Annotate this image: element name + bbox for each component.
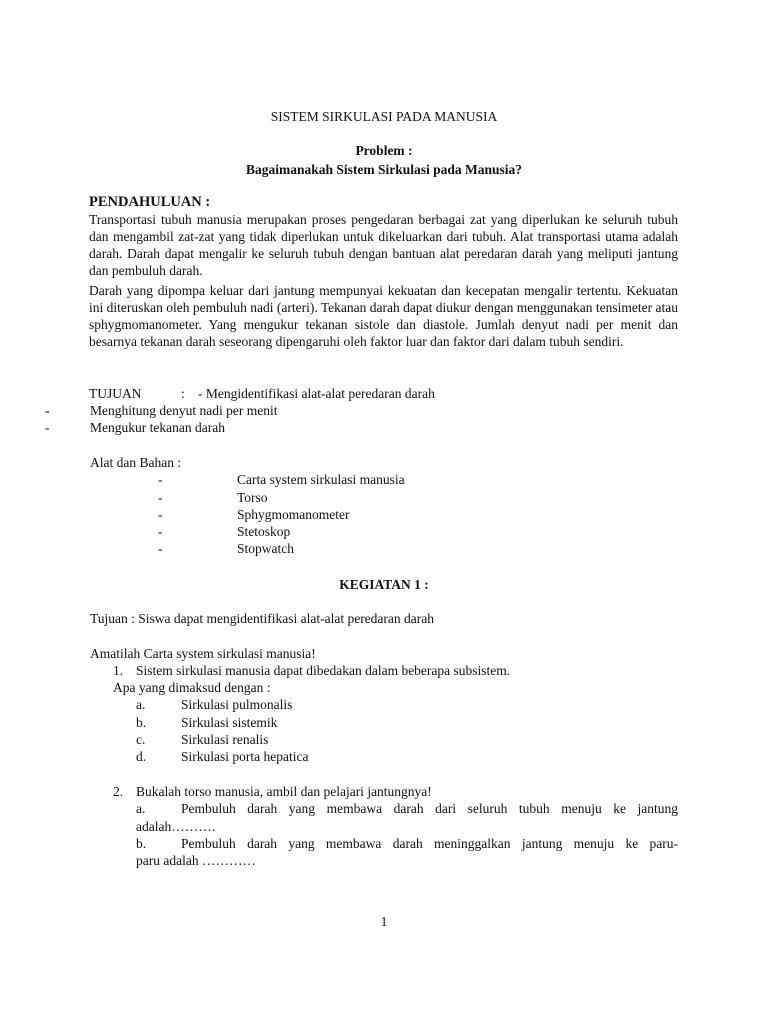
question-2a-letter: a. [136, 801, 146, 816]
question-2-number: 2. [113, 784, 124, 799]
option-letter: d. [136, 749, 147, 764]
tujuan-item: Menghitung denyut nadi per menit [90, 403, 278, 418]
option-letter: a. [136, 697, 146, 712]
question-2b-line-1: Pembuluh darah yang membawa darah meninggalkan jantung menuju ke paru- [181, 836, 678, 851]
option-letter: c. [136, 732, 146, 747]
page-number: 1 [380, 914, 388, 929]
question-1-sub: Apa yang dimaksud dengan : [113, 680, 271, 695]
alat-label: Alat dan Bahan : [90, 455, 182, 470]
intro-paragraph-1: Transportasi tubuh manusia merupakan proses pengedaran berbagai zat yang diperlukan ke seluruh tubuh dan mengambil zat-zat yang tidak diperlukan untuk dikeluarkan dari tubuh. Alat transportasi utama adalah darah. Darah dapat mengalir ke seluruh tubuh dengan bantuan alat peredaran darah yang meliputi jantung dan pembuluh darah. [89, 212, 678, 278]
kegiatan-tujuan: Tujuan : Siswa dapat mengidentifikasi alat-alat peredaran darah [90, 611, 435, 626]
option-text: Sirkulasi renalis [181, 732, 269, 747]
alat-item: Stopwatch [237, 541, 294, 556]
option-text: Sirkulasi pulmonalis [181, 697, 293, 712]
tujuan-item-1: - Mengidentifikasi alat-alat peredaran darah [198, 386, 435, 401]
tujuan-item: Mengukur tekanan darah [90, 420, 225, 435]
problem-question: Bagaimanakah Sistem Sirkulasi pada Manusia? [245, 162, 523, 177]
question-2a-line-1: Pembuluh darah yang membawa darah dari seluruh tubuh menuju ke jantung [181, 801, 678, 816]
tujuan-dash: - [45, 420, 50, 435]
alat-dash: - [158, 490, 163, 505]
alat-dash: - [158, 524, 163, 539]
question-1-number: 1. [113, 663, 124, 678]
alat-item: Torso [237, 490, 268, 505]
option-text: Sirkulasi porta hepatica [181, 749, 309, 764]
question-2a-line-2: adalah………. [136, 819, 216, 834]
tujuan-colon: : [181, 386, 185, 401]
tujuan-label: TUJUAN [89, 386, 142, 401]
question-2-text: Bukalah torso manusia, ambil dan pelajari jantungnya! [136, 784, 432, 799]
tujuan-dash: - [45, 403, 50, 418]
question-2b-line-2: paru adalah ………… [136, 853, 256, 868]
option-letter: b. [136, 715, 147, 730]
alat-dash: - [158, 541, 163, 556]
kegiatan-instruction: Amatilah Carta system sirkulasi manusia! [90, 646, 316, 661]
problem-label: Problem : [355, 143, 413, 158]
alat-dash: - [158, 507, 163, 522]
alat-item: Sphygmomanometer [237, 507, 350, 522]
alat-item: Stetoskop [237, 524, 291, 539]
document-title: SISTEM SIRKULASI PADA MANUSIA [270, 109, 498, 124]
intro-paragraph-2: Darah yang dipompa keluar dari jantung mempunyai kekuatan dan kecepatan mengalir tertentu. Kekuatan ini diteruskan oleh pembuluh nadi (arteri). Tekanan darah dapat diukur dengan menggunakan tensimeter atau sphygmomanometer. Yang mengukur tekanan sistole dan diastole. Jumlah denyut nadi per menit dan besarnya tekanan darah seseorang dipengaruhi oleh faktor luar dan faktor dari dalam tubuh sendiri. [89, 283, 678, 349]
alat-dash: - [158, 472, 163, 487]
option-text: Sirkulasi sistemik [181, 715, 278, 730]
alat-item: Carta system sirkulasi manusia [237, 472, 405, 487]
question-2b-letter: b. [136, 836, 147, 851]
question-1-text: Sistem sirkulasi manusia dapat dibedakan dalam beberapa subsistem. [136, 663, 511, 678]
kegiatan-heading: KEGIATAN 1 : [339, 577, 429, 592]
intro-heading: PENDAHULUAN : [89, 194, 211, 210]
